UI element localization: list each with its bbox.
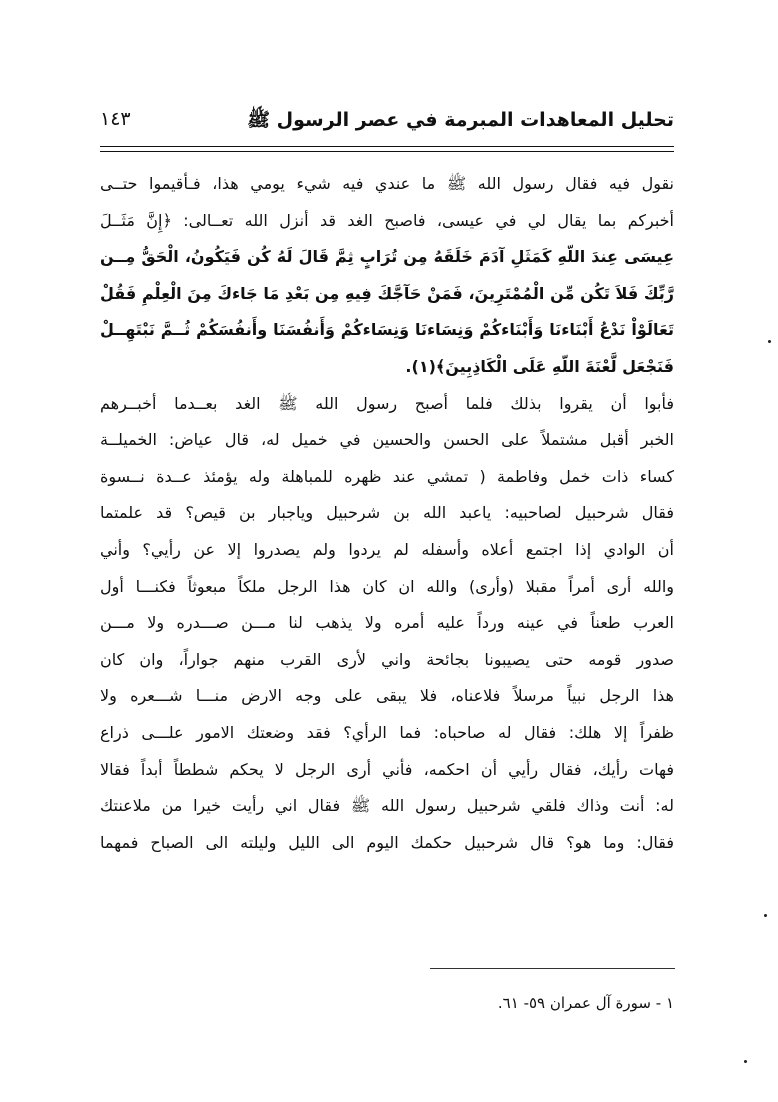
header-rule-top: [100, 146, 674, 147]
text-line: نقول فيه فقال رسول الله ﷺ ما عندي فيه شيء يومي هذا، فـأقيموا حتــى: [100, 174, 674, 193]
text-line: له: أنت وذاك فلقي شرحبيل رسول الله ﷺ فقال اني رأيت خيرا من ملاعنتك: [100, 796, 674, 816]
text-line: أن الوادي إذا اجتمع أعلاه وأسفله لم يردوا ولم يصدروا إلا عن رأيي؟ وأني: [100, 539, 674, 559]
footnote-rule: [430, 968, 675, 969]
text-line: الخبر أقبل مشتملاً على الحسن والحسين في خميل له، قال عياض: الخميلــة: [100, 430, 674, 450]
text-line: ظفراً إلا هلك: فقال له صاحباه: فما الرأي؟ فقد وضعتك الامور علـــى ذراع: [100, 722, 674, 742]
running-header: [100, 108, 674, 142]
quran-verse-line: عِيسَى عِندَ اللّهِ كَمَثَلِ آدَمَ خَلَقَهُ مِن تُرَابٍ ثِمَّ قَالَ لَهُ كُن فَيَكُونُ، الْحَقُّ مِــن: [100, 247, 674, 267]
text-line: فأبوا أن يقروا بذلك فلما أصبح رسول الله ﷺ الغد بعــدما أخبــرهم: [100, 393, 674, 413]
text-line: فهات رأيك، فقال رأيي أن احكمه، فأني أرى الرجل لا يحكم شططاً أبداً فقالا: [100, 759, 674, 779]
header-title: تحليل المعاهدات المبرمة في عصر الرسول ﷺ: [247, 109, 674, 131]
text-line: صدور قومه حتى يصيبونا بجائحة واني لأرى القرب منهم جواراً، وان كان: [100, 649, 674, 669]
scan-speck: [744, 1060, 747, 1063]
header-rule-bottom: [100, 151, 674, 152]
quran-verse-line: فَنَجْعَل لَّعْنَةَ اللّهِ عَلَى الْكَاذِبِينَ﴾(١).: [405, 356, 674, 376]
text-line: أخبركم بما يقال لي في عيسى، فاصبح الغد قد أنزل الله تعــالى: ﴿إِنَّ مَثَــلَ: [100, 210, 674, 230]
page-number: ١٤٣: [100, 108, 131, 130]
text-line: هذا الرجل نبياً مرسلاً فلاعناه، فلا يبقى على وجه الارض منـــا شـــعره ولا: [100, 686, 674, 706]
text-line: فقال: وما هو؟ قال شرحبيل حكمك اليوم الى الليل وليلته الى الصباح فمهما: [100, 832, 674, 852]
quran-verse-line: تَعَالَوْاْ نَدْعُ أَبْنَاءنَا وَأَبْنَاءكُمْ وَنِسَاءنَا وَنِسَاءكُمْ وَأَنفُسَنَا وأَنفُسَكُمْ ثُــمَّ نَبْتَهِــلْ: [100, 320, 674, 340]
text-line: والله أرى أمراً مقبلا (وأرى) والله ان كان هذا الرجل ملكاً مبعوثاً فكنـــا أول: [100, 576, 674, 596]
scan-speck: [768, 340, 771, 343]
main-text: [100, 166, 674, 861]
text-line: فقال شرحبيل لصاحبيه: ياعبد الله بن شرحبيل وياجبار بن قيص؟ قد علمتما: [100, 503, 674, 523]
text-line: كساء ذات خمل وفاطمة ( تمشي عند ظهره للمباهلة وله يؤمئذ عــدة نــسوة: [100, 466, 674, 486]
footnote: ١ - سورة آل عمران ٥٩- ٦١.: [497, 994, 674, 1012]
scan-speck: [764, 914, 767, 917]
text-line: العرب طعناً في عينه ورداً عليه أمره ولا يذهب لنا مـــن صـــدره ولا مـــن: [100, 613, 674, 633]
quran-verse-line: رَّبِّكَ فَلاَ تَكُن مِّن الْمُمْتَرِينَ، فَمَنْ حَآجَّكَ فِيهِ مِن بَعْدِ مَا جَاءكَ مِنَ الْعِلْمِ فَقُلْ: [100, 283, 674, 303]
